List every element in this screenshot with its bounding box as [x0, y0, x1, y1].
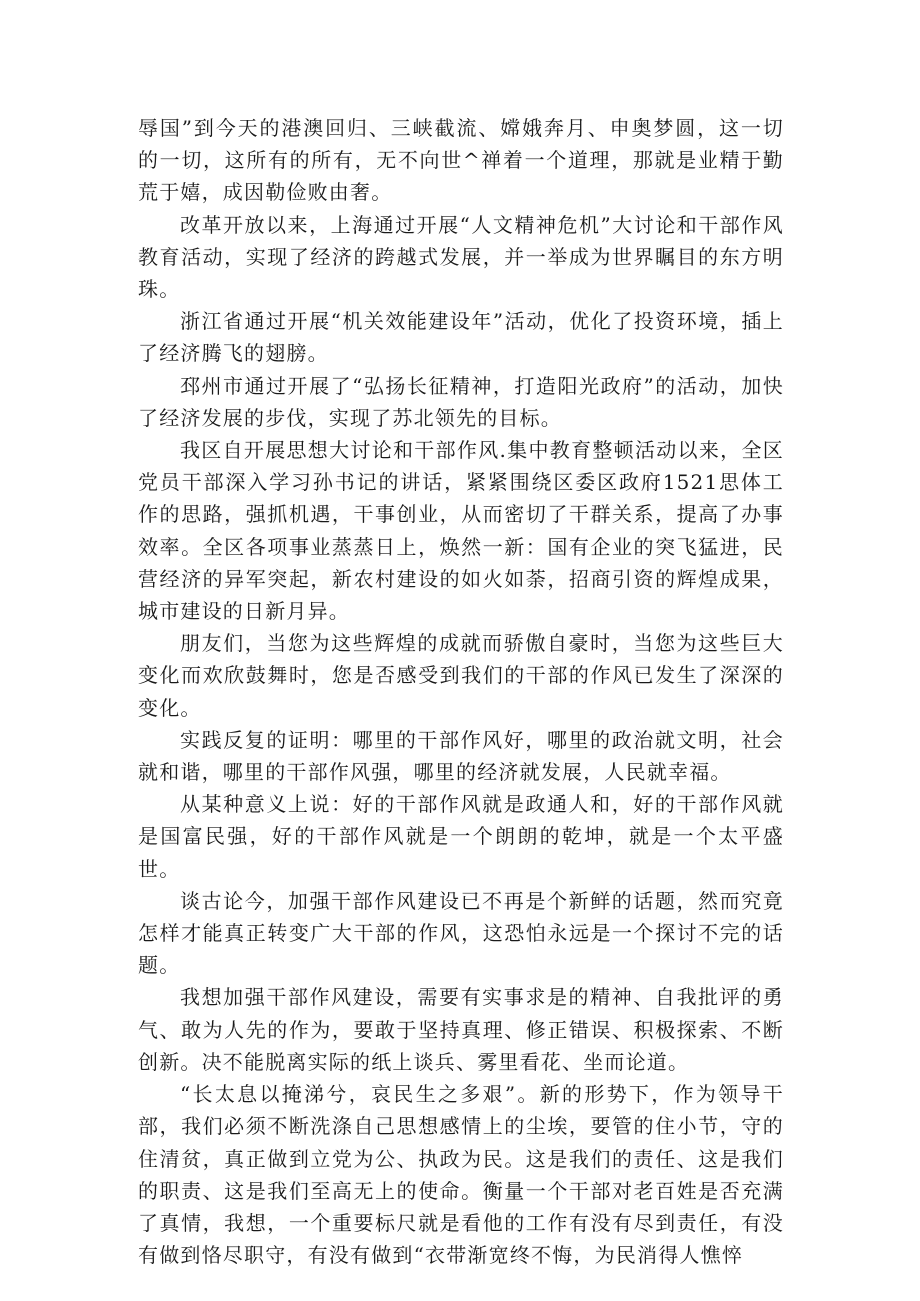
- paragraph-zhejiang: 浙江省通过开展“机关效能建设年”活动，优化了投资环境，插上了经济腾飞的翅膀。: [138, 309, 784, 366]
- paragraph-continuation: 辱国”到今天的港澳回归、三峡截流、嫦娥奔月、申奥梦圆，这一切的一切，这所有的所有，无不向世^禅着一个道理，那就是业精于勤荒于嬉，成因勒俭败由奢。: [138, 116, 784, 205]
- paragraph-pizhou: 邳州市通过开展了“弘扬长征精神，打造阳光政府”的活动，加快了经济发展的步伐，实现了苏北领先的目标。: [138, 373, 784, 430]
- paragraph-quote: “长太息以掩涕兮，哀民生之多艰”。新的形势下，作为领导干部，我们必须不断洗涤自己思想感情上的尘埃，要管的住小节，守的住清贫，真正做到立党为公、执政为民。这是我们的责任、这是我们的职责、这是我们至高无上的使命。衡量一个干部对老百姓是否充满了真情，我想，一个重要标尺就是看他的工作有没有尽到责任，有没有做到恪尽职守，有没有做到“衣带渐宽终不悔，为民消得人憔悴: [138, 1082, 784, 1268]
- paragraph-practice: 实践反复的证明：哪里的干部作风好，哪里的政治就文明，社会就和谐，哪里的干部作风强，哪里的经济就发展，人民就幸福。: [138, 727, 784, 785]
- paragraph-meaning: 从某种意义上说：好的干部作风就是政通人和，好的干部作风就是国富民强，好的干部作风就是一个朗朗的乾坤，就是一个太平盛世。: [138, 792, 784, 881]
- paragraph-our-district: 我区自开展思想大讨论和干部作风.集中教育整顿活动以来，全区党员干部深入学习孙书记的讲话，紧紧围绕区委区政府1521思体工作的思路，强抓机遇，干事创业，从而密切了干群关系，提高了办事效率。全区各项事业蒸蒸日上，焕然一新：国有企业的突飞猛进，民营经济的异军突起，新农村建设的如火如荼，招商引资的辉煌成果，城市建设的日新月异。: [138, 438, 784, 624]
- paragraph-friends: 朋友们，当您为这些辉煌的成就而骄傲自豪时，当您为这些巨大变化而欢欣鼓舞时，您是否感受到我们的干部的作风已发生了深深的变化。: [138, 631, 784, 720]
- paragraph-discussion: 谈古论今，加强干部作风建设已不再是个新鲜的话题，然而究竟怎样才能真正转变广大干部的作风，这恐怕永远是一个探讨不完的话题。: [138, 888, 784, 978]
- paragraph-shanghai: 改革开放以来，上海通过开展“人文精神危机”大讨论和干部作风教育活动，实现了经济的跨越式发展，并一举成为世界瞩目的东方明珠。: [138, 212, 784, 302]
- document-body: [138, 112, 784, 1271]
- paragraph-strengthen: 我想加强干部作风建设，需要有实事求是的精神、自我批评的勇气、敢为人先的作为，要敢于坚持真理、修正错误、积极探索、不断创新。决不能脱离实际的纸上谈兵、雾里看花、坐而论道。: [138, 985, 784, 1074]
